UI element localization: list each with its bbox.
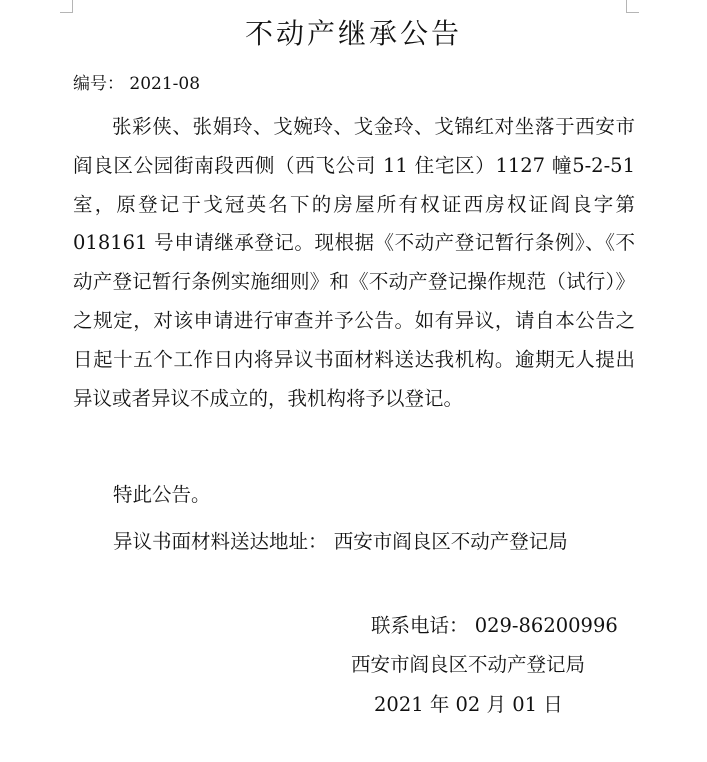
issue-date: 2021 年 02 月 01 日 (374, 693, 563, 716)
document-title: 不动产继承公告 (244, 17, 462, 50)
issuing-organization: 西安市阎良区不动产登记局 (351, 653, 586, 676)
contact-phone: 联系电话： 029-86200996 (371, 614, 618, 637)
special-notice: 特此公告。 (113, 483, 211, 506)
objection-address: 异议书面材料送达地址： 西安市阎良区不动产登记局 (113, 530, 568, 553)
document-number: 编号： 2021-08 (73, 74, 201, 94)
announcement-body: 张彩侠、张娟玲、戈婉玲、戈金玲、戈锦红对坐落于西安市阎良区公园街南段西侧（西飞公司 11 住宅区）1127 幢5-2-51 室，原登记于戈冠英名下的房屋所有权证西房权证阎良字第 018161 号申请继承登记。现根据《不动产登记暂行条例》、《不动产登记暂行条例实施细则》和《不动产登记操作规范（试行）》之规定，对该申请进行审查并予公告。如有异议，请自本公告之日起十五个工作日内将异议书面材料送达我机构。逾期无人提出异议或者异议不成立的，我机构将予以登记。 (73, 115, 635, 410)
